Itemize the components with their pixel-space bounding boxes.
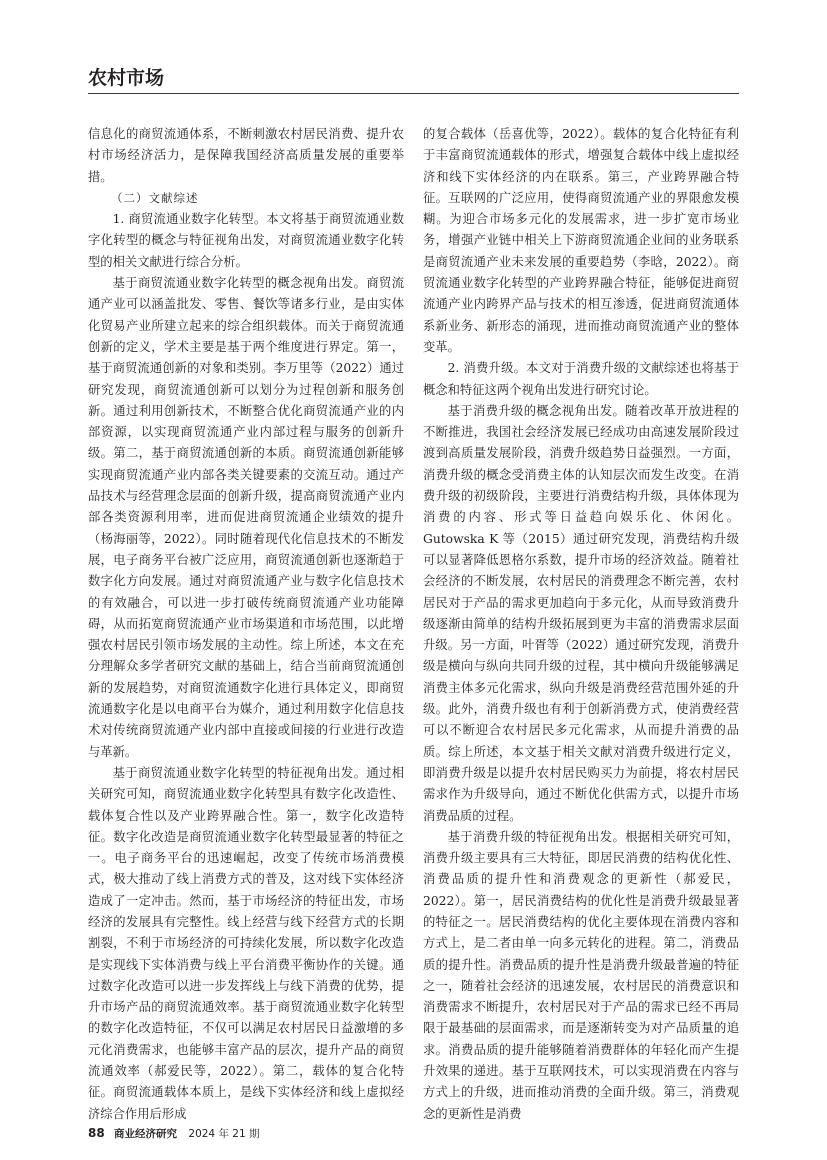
header-divider [88,93,739,94]
paragraph: 信息化的商贸流通体系，不断刺激农村居民消费、提升农村市场经济活力，是保障我国经济高质量发展的重要举措。 [88,127,404,184]
page-number: 88 [88,1126,105,1140]
paragraph: 的复合载体（岳喜优等，2022）。载体的复合化特征有利于丰富商贸流通载体的形式，增强复合载体中线上虚拟经济和线下实体经济的内在联系。第三，产业跨界融合特征。互联网的广泛应用，使得商贸流通产业的界限愈发模糊。为迎合市场多元化的发展需求，进一步扩宽市场业务，增强产业链中相关上下游商贸流通企业间的业务联系是商贸流通产业未来发展的重要趋势（李晗，2022）。商贸流通业数字化转型的产业跨界融合特征，能够促进商贸流通产业内跨界产品与技术的相互渗透，促进商贸流通体系新业务、新形态的涌现，进而推动商贸流通产业的整体变革。 [423,127,739,354]
paragraph: 基于商贸流通业数字化转型的概念视角出发。商贸流通产业可以涵盖批发、零售、餐饮等诸多行业，是由实体化贸易产业所建立起来的综合组织载体。而关于商贸流通创新的定义，学术主要是基于两个维度进行界定。第一，基于商贸流通创新的对象和类别。李万里等（2022）通过研究发现，商贸流通创新可以划分为过程创新和服务创新。通过利用创新技术，不断整合优化商贸流通产业的内部资源，以实现商贸流通产业内部过程与服务的创新升级。第二，基于商贸流通创新的本质。商贸流通创新能够实现商贸流通产业内部各类关键要素的交流互动。通过产品技术与经营理念层面的创新升级，提高商贸流通产业内部各类资源利用率，进而促进商贸流通企业绩效的提升（杨海丽等，2022）。同时随着现代化信息技术的不断发展，电子商务平台被广泛应用，商贸流通创新也逐渐趋于数字化方向发展。通过对商贸流通产业与数字化信息技术的有效融合，可以进一步打破传统商贸流通产业功能障碍，从而拓宽商贸流通产业市场渠道和市场范围，以此增强农村居民引领市场发展的主动性。综上所述，本文在充分理解众多学者研究文献的基础上，结合当前商贸流通创新的发展趋势，对商贸流通数字化进行具体定义，即商贸流通数字化是以电商平台为媒介，通过利用数字化信息技术对传统商贸流通产业内部中直接或间接的行业进行改造与革新。 [88,276,404,759]
paragraph: 1. 商贸流通业数字化转型。本文将基于商贸流通业数字化转型的概念与特征视角出发，对商贸流通业数字化转型的相关文献进行综合分析。 [88,212,404,269]
page-footer [88,1126,260,1141]
journal-name: 商业经济研究 [114,1128,178,1140]
subsection-heading: （二）文献综述 [111,190,199,205]
paragraph: 基于消费升级的特征视角出发。根据相关研究可知，消费升级主要具有三大特征，即居民消费的结构优化性、消费品质的提升性和消费观念的更新性（郝爱民，2022）。第一，居民消费结构的优化性是消费升级最显著的特征之一。居民消费结构的优化主要体现在消费内容和方式上，是二者由单一向多元转化的进程。第二，消费品质的提升性。消费品质的提升性是消费升级最普遍的特征之一，随着社会经济的迅速发展，农村居民的消费意识和消费需求不断提升，农村居民对于产品的需求已经不再局限于最基础的层面需求，而是逐渐转变为对产品质量的追求。消费品质的提升能够随着消费群体的年轻化而产生提升效果的递进。基于互联网技术，可以实现消费在内容与方式上的升级，进而推动消费的全面升级。第三，消费观念的更新性是消费 [423,829,739,1121]
paragraph: 基于消费升级的概念视角出发。随着改革开放进程的不断推进，我国社会经济发展已经成功由高速发展阶段过渡到高质量发展阶段，消费升级趋势日益强烈。一方面，消费升级的概念受消费主体的认知层次而发生改变。在消费升级的初级阶段，主要进行消费结构升级，具体体现为消费的内容、形式等日益趋向娱乐化、休闲化。Gutowska K 等（2015）通过研究发现，消费结构升级可以显著降低恩格尔系数，提升市场的经济效益。随着社会经济的不断发展，农村居民的消费理念不断完善，农村居民对于产品的需求更加趋向于多元化，从而导致消费升级逐渐由简单的结构升级拓展到更为丰富的消费需求层面升级。另一方面，叶胥等（2022）通过研究发现，消费升级是横向与纵向共同升级的过程，其中横向升级能够满足消费主体多元化需求，纵向升级是消费经营范围外延的升级。此外，消费升级也有利于创新消费方式，使消费经营可以不断迎合农村居民多元化需求，从而提升消费的品质。综上所述，本文基于相关文献对消费升级进行定义，即消费升级是以提升农村居民购买力为前提，将农村居民需求作为升级导向，通过不断优化供需方式，以提升市场消费品质的过程。 [423,403,739,823]
paragraph: 2. 消费升级。本文对于消费升级的文献综述也将基于概念和特征这两个视角出发进行研究讨论。 [423,361,739,397]
left-column [88,124,404,1125]
paragraph: 基于商贸流通业数字化转型的特征视角出发。通过相关研究可知，商贸流通业数字化转型具有数字化改造性、载体复合性以及产业跨界融合性。第一，数字化改造特征。数字化改造是商贸流通业数字化转型最显著的特征之一。电子商务平台的迅速崛起，改变了传统市场消费模式，极大推动了线上消费方式的普及，这对线下实体经济造成了一定冲击。然而，基于市场经济的特征出发，市场经济的发展具有完整性。线上经营与线下经营方式的长期割裂，不利于市场经济的可持续化发展，所以数字化改造是实现线下实体消费与线上平台消费平衡协作的关键。通过数字化改造可以进一步发挥线上与线下消费的优势，提升市场产品的商贸流通效率。基于商贸流通业数字化转型的数字化改造特征，不仅可以满足农村居民日益激增的多元化消费需求，也能够丰富产品的层次，提升产品的商贸流通效率（郝爱民等，2022）。第二，载体的复合化特征。商贸流通载体本质上，是线下实体经济和线上虚拟经济综合作用后形成 [88,765,404,1121]
right-column [423,124,739,1125]
section-title: 农村市场 [88,67,165,89]
issue-label: 2024 年 21 期 [188,1128,260,1140]
